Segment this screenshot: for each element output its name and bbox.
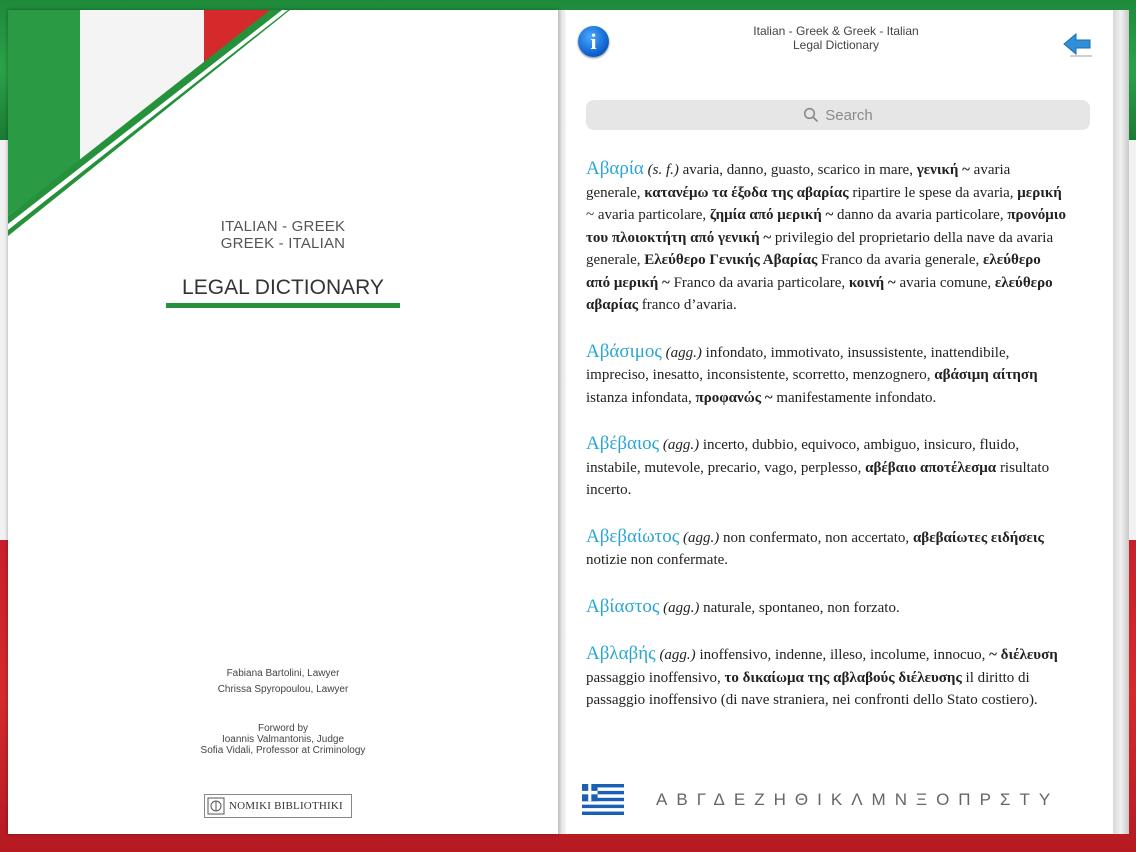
search-placeholder: Search <box>825 106 873 124</box>
alphabet-index <box>656 790 1113 810</box>
info-button[interactable] <box>578 26 609 57</box>
entry-phrase: μερική <box>1017 184 1062 201</box>
alphabet-letter[interactable]: Σ <box>999 790 1020 809</box>
search-bar[interactable] <box>586 100 1090 130</box>
entry-grammar: (agg.) <box>659 599 700 616</box>
entry-text: risultato incerto. <box>586 459 1050 498</box>
alphabet-bar <box>582 782 1113 818</box>
alphabet-letter[interactable]: Δ <box>713 790 734 809</box>
entry-grammar: (agg.) <box>655 647 696 663</box>
alphabet-letter[interactable]: Ξ <box>916 790 937 809</box>
book-title: LEGAL DICTIONARY <box>166 276 400 308</box>
alphabet-letter[interactable]: Ο <box>936 790 959 809</box>
entry-text: incerto, dubbio, equivoco, ambiguo, insicuro, fluido, instabile, mutevole, precario, vago, perplesso, <box>586 437 1020 476</box>
entry-text: naturale, spontaneo, non forzato. <box>699 599 900 616</box>
alphabet-letter[interactable]: Υ <box>1038 790 1060 809</box>
alphabet-letter[interactable]: Μ <box>871 790 895 809</box>
entry-text: Franco da avaria particolare, <box>669 274 849 291</box>
entry-text: infondato, immotivato, insussistente, inattendibile, impreciso, inesatto, inconsistente, scorretto, menzognero, <box>586 344 1010 383</box>
publisher-emblem-icon <box>207 797 225 815</box>
alphabet-letter[interactable]: Ρ <box>979 790 1000 809</box>
alphabet-letter[interactable]: Β <box>676 790 697 809</box>
foreword-author-2: Sofia Vidali, Professor at Criminology <box>200 745 366 756</box>
entry-phrase: γενική ~ <box>916 162 970 178</box>
dictionary-entry[interactable] <box>586 433 1066 502</box>
alphabet-letter[interactable]: Τ <box>1019 790 1039 809</box>
entry-text: privilegio del proprietario della nave da avaria generale, <box>586 229 1054 268</box>
entry-text: avaria generale, <box>586 162 1011 201</box>
alphabet-letter[interactable]: Λ <box>851 790 872 809</box>
entry-phrase: ελεύθερο από μερική ~ <box>586 252 1041 291</box>
entry-phrase: αβέβαιο αποτέλεσμα <box>865 459 997 476</box>
entry-headword[interactable]: Αβίαστος <box>586 595 660 617</box>
entry-grammar: (agg.) <box>659 437 700 453</box>
foreword-author-1: Ioannis Valmantonis, Judge <box>221 734 345 745</box>
entry-text: avaria, danno, guasto, scarico in mare, <box>678 162 917 178</box>
alphabet-letter[interactable]: Ν <box>894 790 916 809</box>
entry-phrase: ζημία από μερική ~ <box>709 207 834 223</box>
entry-text: passaggio inoffensivo, <box>586 669 725 686</box>
alphabet-letter[interactable]: Γ <box>696 790 714 809</box>
entry-text: non confermato, non accertato, <box>719 529 913 546</box>
entry-phrase: το δικαίωμα της αβλαβούς διέλευσης <box>724 669 962 686</box>
dictionary-entry[interactable] <box>586 596 1066 620</box>
book-spine <box>558 10 566 834</box>
greek-flag-icon[interactable] <box>582 784 624 815</box>
alphabet-letter[interactable]: Κ <box>830 790 852 809</box>
entry-text: notizie non confermate. <box>586 552 729 568</box>
publisher-logo-box <box>204 794 352 818</box>
dictionary-entry[interactable] <box>586 341 1066 410</box>
dictionary-entry[interactable] <box>586 526 1066 572</box>
alphabet-letter[interactable]: Θ <box>794 790 818 809</box>
alphabet-letter[interactable]: Ζ <box>754 790 774 809</box>
title-page <box>8 10 558 834</box>
subtitle-greek-italian: GREEK - ITALIAN <box>220 235 346 252</box>
entry-headword[interactable]: Αβέβαιος <box>586 433 660 454</box>
entry-phrase: προφανώς ~ <box>695 389 773 406</box>
entry-phrase: κατανέμω τα έξοδα της αβαρίας <box>644 184 849 201</box>
entry-phrase: αβάσιμη αίτηση <box>934 367 1038 383</box>
entry-phrase: αβεβαίωτες ειδήσεις <box>912 529 1044 546</box>
alphabet-letter[interactable]: Α <box>656 790 677 809</box>
entry-grammar: (agg.) <box>679 529 720 546</box>
author-2: Chrissa Spyropoulou, Lawyer <box>217 684 349 695</box>
entry-phrase: Ελεύθερο Γενικής Αβαρίας <box>644 252 818 268</box>
entry-text: inoffensivo, indenne, illeso, incolume, innocuo, <box>695 647 990 663</box>
publisher-name: NOMIKI BIBLIOTHIKI <box>229 800 343 812</box>
entry-text: avaria comune, <box>895 274 995 291</box>
entry-phrase: προνόμιο του πλοιοκτήτη από γενική ~ <box>586 207 1066 246</box>
dictionary-entry[interactable] <box>586 158 1066 317</box>
dictionary-page <box>566 10 1113 834</box>
italian-flag-corner-graphic <box>8 10 308 250</box>
subtitle-italian-greek: ITALIAN - GREEK <box>220 218 346 235</box>
entry-headword[interactable]: Αβάσιμος <box>586 340 662 362</box>
entry-text: ripartire le spese da avaria, <box>848 184 1018 201</box>
entry-text: ~ avaria particolare, <box>586 207 710 223</box>
entry-headword[interactable]: Αβαρία <box>586 158 644 179</box>
header-title-line-1: Italian - Greek & Greek - Italian <box>753 24 919 38</box>
entry-headword[interactable]: Αβλαβής <box>586 643 656 664</box>
page-edge <box>1113 10 1129 834</box>
entry-grammar: (agg.) <box>661 344 702 361</box>
entry-phrase: ~ διέλευση <box>989 647 1058 663</box>
alphabet-letter[interactable]: Π <box>958 790 980 809</box>
alphabet-letter[interactable]: Ι <box>817 790 831 809</box>
entry-list <box>586 158 1066 736</box>
entry-text: franco d’avaria. <box>638 297 737 313</box>
header-title-line-2: Legal Dictionary <box>792 38 880 52</box>
author-1: Fabiana Bartolini, Lawyer <box>226 668 340 679</box>
alphabet-letter[interactable]: Ε <box>733 790 755 809</box>
alphabet-letter[interactable]: Η <box>773 790 795 809</box>
entry-text: Franco da avaria generale, <box>817 252 984 268</box>
entry-text: il diritto di passaggio inoffensivo (di nave straniera, nei confronti dello Stato costiero). <box>586 669 1038 708</box>
entry-text: danno da avaria particolare, <box>833 207 1008 223</box>
search-icon <box>803 107 819 123</box>
back-arrow-icon[interactable] <box>1062 30 1096 60</box>
entry-phrase: ελεύθερο αβαρίας <box>586 274 1053 313</box>
entry-grammar: (s. f.) <box>643 162 679 178</box>
entry-text: istanza infondata, <box>586 389 696 406</box>
info-icon: i <box>590 29 597 54</box>
entry-text: manifestamente infondato. <box>772 389 937 406</box>
dictionary-entry[interactable] <box>586 643 1066 712</box>
entry-phrase: κοινή ~ <box>848 274 896 291</box>
entry-headword[interactable]: Αβεβαίωτος <box>586 525 680 547</box>
foreword-label: Forword by <box>257 723 308 734</box>
